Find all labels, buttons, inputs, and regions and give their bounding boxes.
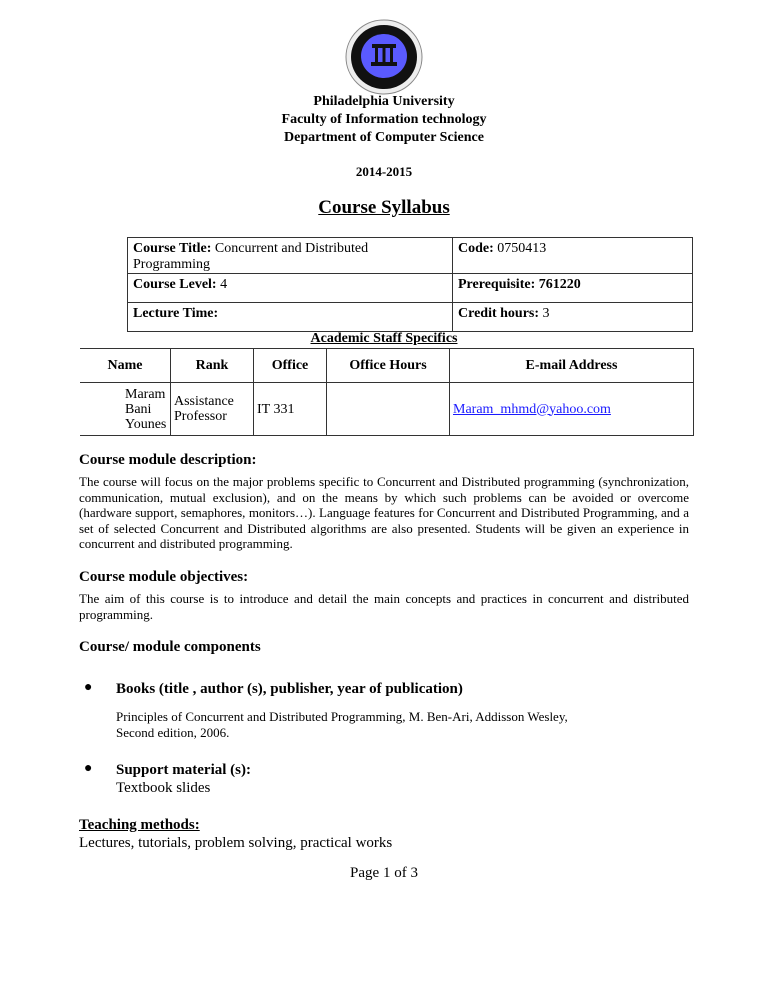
staff-email-link[interactable]: Maram_mhmd@yahoo.com <box>453 401 611 417</box>
objectives-text: The aim of this course is to introduce and detail the main concepts and practices in concurrent and distributed programming. <box>79 591 689 622</box>
bullet-icon: ● <box>84 680 93 695</box>
description-heading: Course module description: <box>79 452 257 468</box>
staff-office-hours <box>327 383 450 436</box>
page-title: Course Syllabus <box>318 197 450 218</box>
code-value: 0750413 <box>497 241 547 256</box>
university-header <box>0 93 768 147</box>
university-logo <box>344 17 424 102</box>
prerequisite: Prerequisite: 761220 <box>458 277 581 292</box>
page-number: Page 1 of 3 <box>350 865 418 881</box>
col-name: Name <box>80 349 171 383</box>
col-office: Office <box>254 349 327 383</box>
course-title-label: Course Title: <box>133 241 212 256</box>
col-email: E-mail Address <box>450 349 694 383</box>
description-text: The course will focus on the major problems specific to Concurrent and Distributed programming (synchronization, communication, mutual exclusion), and on the means by which such problems can be avoided or overcome (hardware support, semaphores, monitors…). Language features for Concurrent and Distributed Programming, and a set of selected Concurrent and Distributed algorithms are also presented. Students will be given an experience in concurrent and distributed programming. <box>79 474 689 551</box>
components-heading: Course/ module components <box>79 639 261 655</box>
books-line-2: Second edition, 2006. <box>116 724 230 740</box>
bullet-icon: ● <box>84 761 93 776</box>
code-label: Code: <box>458 241 494 256</box>
course-level-label: Course Level: <box>133 277 217 292</box>
staff-office: IT 331 <box>254 383 327 436</box>
objectives-heading: Course module objectives: <box>79 569 249 585</box>
course-info-table <box>127 237 693 332</box>
faculty-name: Faculty of Information technology <box>281 112 487 127</box>
credit-hours-label: Credit hours: <box>458 306 540 321</box>
books-label: Books (title , author (s), publisher, year of publication) <box>116 681 463 697</box>
staff-table <box>80 348 694 436</box>
department-name: Department of Computer Science <box>284 130 484 145</box>
staff-name: Maram Bani Younes <box>80 383 171 436</box>
table-row <box>80 383 694 436</box>
university-name: Philadelphia University <box>313 94 455 109</box>
col-office-hours: Office Hours <box>327 349 450 383</box>
teaching-heading: Teaching methods: <box>79 817 200 833</box>
books-entry <box>116 709 568 740</box>
staff-heading: Academic Staff Specifics <box>310 331 458 346</box>
books-line-1: Principles of Concurrent and Distributed Programming, M. Ben-Ari, Addisson Wesley, <box>116 709 568 724</box>
staff-rank: Assistance Professor <box>171 383 254 436</box>
lecture-time-label: Lecture Time: <box>133 306 219 321</box>
support-value: Textbook slides <box>116 780 211 796</box>
course-title-value: Concurrent and Distributed Programming <box>133 241 369 272</box>
teaching-text: Lectures, tutorials, problem solving, practical works <box>79 835 393 851</box>
col-rank: Rank <box>171 349 254 383</box>
support-label: Support material (s): <box>116 762 251 778</box>
course-level-value: 4 <box>220 277 228 292</box>
academic-year: 2014-2015 <box>355 164 413 179</box>
credit-hours-value: 3 <box>542 306 550 321</box>
